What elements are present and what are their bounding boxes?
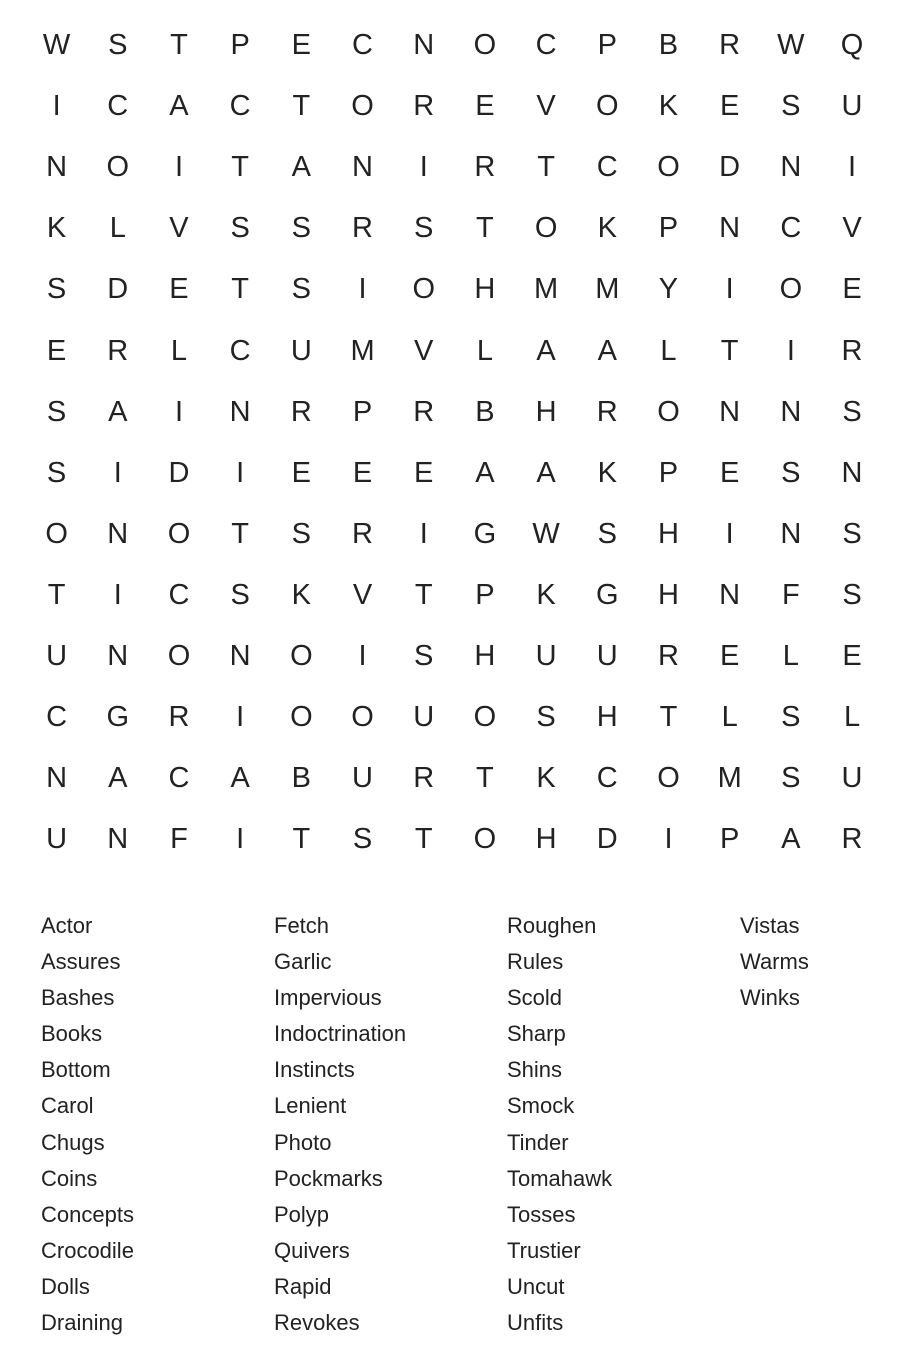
word-list-item: Rules [507,949,564,975]
grid-letter-cell[interactable]: E [475,90,495,123]
word-list-item: Trustier [507,1237,581,1263]
word-list-item: Indoctrination [274,1021,407,1047]
grid-letter-cell[interactable]: S [781,456,801,489]
grid-letter-cell[interactable]: O [657,762,680,795]
grid-letter-cell[interactable]: S [46,395,67,428]
word-list-item: Polyp [274,1201,330,1227]
grid-letter-cell[interactable]: N [719,395,741,428]
grid-letter-cell[interactable]: M [595,273,620,306]
grid-letter-cell[interactable]: I [174,395,183,428]
grid-letter-cell[interactable]: D [107,273,129,306]
grid-letter-cell[interactable]: D [719,151,741,184]
grid-letter-cell[interactable]: O [596,90,619,123]
grid-letter-cell[interactable]: R [841,823,863,856]
grid-letter-cell[interactable]: S [781,762,801,795]
grid-letter-cell[interactable]: C [352,29,373,62]
grid-letter-cell[interactable]: I [848,151,857,184]
grid-letter-cell[interactable]: R [841,334,863,367]
grid-letter-cell[interactable]: R [719,29,741,62]
grid-letter-cell[interactable]: S [291,273,312,306]
grid-letter-cell[interactable]: S [781,701,801,734]
word-list-item: Uncut [507,1273,565,1299]
grid-letter-cell[interactable]: N [780,517,802,550]
grid-letter-cell[interactable]: A [291,151,312,184]
grid-letter-cell[interactable]: I [52,90,61,123]
grid-letter-cell[interactable]: T [414,823,433,856]
grid-letter-cell[interactable]: T [720,334,739,367]
grid-letter-cell[interactable]: O [473,29,497,62]
grid-letter-cell[interactable]: S [291,212,312,245]
grid-letter-cell[interactable]: A [536,456,556,489]
grid-letter-cell[interactable]: S [46,456,67,489]
grid-letter-cell[interactable]: E [169,273,189,306]
grid-letter-cell[interactable]: N [46,151,68,184]
grid-letter-cell[interactable]: U [46,823,68,856]
grid-letter-cell[interactable]: P [719,823,740,856]
grid-letter-cell[interactable]: C [229,90,251,123]
grid-letter-cell[interactable]: H [657,517,679,550]
grid-letter-cell[interactable]: G [106,701,130,734]
grid-letter-cell[interactable]: S [291,517,312,550]
grid-letter-cell[interactable]: G [596,578,619,611]
grid-letter-cell[interactable]: O [290,701,313,734]
grid-letter-cell[interactable]: E [842,639,862,672]
grid-letter-cell[interactable]: E [291,456,312,489]
grid-letter-cell[interactable]: K [536,578,556,611]
grid-letter-cell[interactable]: O [106,151,130,184]
grid-letter-cell[interactable]: R [168,701,190,734]
grid-letter-cell[interactable]: S [230,212,250,245]
grid-letter-cell[interactable]: N [841,456,863,489]
grid-letter-cell[interactable]: S [414,212,434,245]
word-list-item: Quivers [274,1237,350,1263]
grid-letter-cell[interactable]: C [46,701,68,734]
grid-letter-cell[interactable]: O [779,273,803,306]
grid-letter-cell[interactable]: R [352,517,373,550]
grid-letter-cell[interactable]: V [536,90,556,123]
grid-letter-cell[interactable]: O [45,517,68,550]
word-list-item: Tomahawk [507,1165,613,1191]
word-list-item: Lenient [274,1093,347,1119]
grid-letter-cell[interactable]: O [167,517,191,550]
grid-letter-cell[interactable]: K [597,212,617,245]
grid-letter-cell[interactable]: T [231,273,250,306]
word-list-item: Scold [507,985,563,1011]
grid-letter-cell[interactable]: M [350,334,375,367]
grid-letter-cell[interactable]: R [596,395,618,428]
grid-letter-cell[interactable]: N [780,395,802,428]
grid-letter-cell[interactable]: T [537,151,555,184]
grid-letter-cell[interactable]: T [231,151,250,184]
grid-letter-cell[interactable]: K [597,456,617,489]
grid-letter-cell[interactable]: N [719,578,741,611]
grid-letter-cell[interactable]: I [419,517,428,550]
grid-letter-cell[interactable]: L [660,334,677,367]
grid-letter-cell[interactable]: I [236,701,245,734]
grid-letter-cell[interactable]: T [476,762,494,795]
grid-letter-cell[interactable]: T [476,212,494,245]
grid-letter-cell[interactable]: Y [658,273,679,306]
grid-letter-cell[interactable]: U [46,639,68,672]
grid-letter-cell[interactable]: P [475,578,495,611]
word-list-column [740,908,809,1016]
grid-letter-cell[interactable]: A [230,762,250,795]
word-list-item: Photo [274,1129,332,1155]
grid-letter-cell[interactable]: N [229,639,251,672]
grid-letter-cell[interactable]: F [170,823,188,856]
grid-letter-cell[interactable]: A [108,395,128,428]
grid-letter-cell[interactable]: W [777,29,805,62]
grid-letter-cell[interactable]: E [291,29,312,62]
grid-letter-cell[interactable]: C [535,29,557,62]
grid-letter-cell[interactable]: S [230,578,250,611]
grid-letter-cell[interactable]: V [352,578,373,611]
grid-letter-cell[interactable]: E [46,334,67,367]
grid-letter-cell[interactable]: D [596,823,618,856]
grid-letter-cell[interactable]: S [842,517,862,550]
grid-letter-cell[interactable]: K [536,762,556,795]
grid-letter-cell[interactable]: I [113,578,122,611]
grid-letter-cell[interactable]: R [413,90,435,123]
grid-letter-cell[interactable]: L [170,334,188,367]
word-list-item: Winks [740,985,800,1011]
grid-letter-cell[interactable]: V [169,212,189,245]
grid-letter-cell[interactable]: K [291,578,312,611]
grid-letter-cell[interactable]: N [107,517,129,550]
grid-letter-cell[interactable]: M [717,762,742,795]
word-list-column [41,908,134,1341]
grid-letter-cell[interactable]: A [597,334,617,367]
grid-letter-cell[interactable]: N [719,212,741,245]
word-list-item: Unfits [507,1310,564,1336]
grid-letter-cell[interactable]: B [658,29,679,62]
grid-letter-cell[interactable]: O [290,639,313,672]
grid-letter-cell[interactable]: L [843,701,861,734]
grid-letter-cell[interactable]: C [168,578,190,611]
grid-letter-cell[interactable]: S [842,578,862,611]
grid-letter-cell[interactable]: R [107,334,129,367]
grid-letter-cell[interactable]: P [352,395,373,428]
grid-letter-cell[interactable]: S [108,29,128,62]
grid-letter-cell[interactable]: U [413,701,435,734]
grid-letter-cell[interactable]: P [597,29,617,62]
grid-letter-cell[interactable]: V [414,334,434,367]
grid-letter-cell[interactable]: U [535,639,557,672]
grid-letter-cell[interactable]: E [414,456,434,489]
word-list-item: Actor [41,913,93,938]
word-list-item: Rapid [274,1273,332,1299]
grid-letter-cell[interactable]: T [292,823,311,856]
grid-letter-cell[interactable]: O [412,273,435,306]
grid-letter-cell[interactable]: G [473,517,497,550]
grid-letter-cell[interactable]: O [473,823,497,856]
word-list-item: Draining [41,1310,123,1336]
grid-letter-cell[interactable]: N [413,29,435,62]
grid-letter-cell[interactable]: C [596,762,618,795]
grid-letter-cell[interactable]: U [352,762,373,795]
grid-letter-cell[interactable]: Q [840,29,864,62]
word-list-item: Vistas [740,913,800,938]
grid-letter-cell[interactable]: O [534,212,558,245]
grid-letter-cell[interactable]: H [535,395,557,428]
grid-letter-cell[interactable]: D [168,456,190,489]
grid-letter-cell[interactable]: O [351,701,374,734]
word-list-column [507,908,612,1341]
word-list-item: Tinder [507,1129,569,1155]
word-list-item: Warms [740,949,809,975]
grid-letter-cell[interactable]: I [174,151,183,184]
grid-letter-cell[interactable]: I [113,456,122,489]
grid-letter-cell[interactable]: T [47,578,66,611]
word-list-item: Crocodile [41,1237,134,1263]
word-list-item: Coins [41,1165,98,1191]
word-list-item: Fetch [274,913,330,938]
grid-letter-cell[interactable]: S [597,517,617,550]
grid-letter-cell[interactable]: W [532,517,560,550]
word-list-item: Sharp [507,1021,566,1047]
grid-letter-cell[interactable]: H [657,578,679,611]
grid-letter-cell[interactable]: B [291,762,312,795]
grid-letter-cell[interactable]: R [352,212,373,245]
grid-letter-cell[interactable]: U [290,334,312,367]
grid-letter-cell[interactable]: I [664,823,673,856]
word-list-item: Bottom [41,1057,111,1083]
grid-letter-cell[interactable]: R [413,762,435,795]
grid-letter-cell[interactable]: U [596,639,618,672]
grid-letter-cell[interactable]: I [725,517,734,550]
word-list-item: Carol [41,1093,94,1119]
grid-letter-cell[interactable]: N [107,823,129,856]
grid-letter-cell[interactable]: O [351,90,374,123]
grid-letter-cell[interactable]: I [725,273,734,306]
grid-letter-cell[interactable]: T [659,701,678,734]
word-list-item: Chugs [41,1129,105,1155]
grid-letter-cell[interactable]: C [168,762,190,795]
word-list-item: Pockmarks [274,1165,383,1191]
grid-letter-cell[interactable]: I [236,823,245,856]
grid-letter-cell[interactable]: E [719,456,740,489]
grid-letter-cell[interactable]: I [358,639,367,672]
grid-letter-cell[interactable]: B [475,395,495,428]
grid-letter-cell[interactable]: L [721,701,738,734]
grid-letter-cell[interactable]: T [170,29,188,62]
grid-letter-cell[interactable]: S [781,90,801,123]
word-search-grid [26,15,884,870]
word-list-item: Roughen [507,913,597,938]
word-list-item: Tosses [507,1201,576,1227]
grid-letter-cell[interactable]: I [419,151,428,184]
grid-letter-cell[interactable]: T [414,578,433,611]
word-list-item: Instincts [274,1057,355,1083]
grid-letter-cell[interactable]: A [781,823,801,856]
word-list-column [274,908,406,1341]
word-list-item: Impervious [274,985,382,1011]
grid-letter-cell[interactable]: O [657,151,680,184]
grid-letter-cell[interactable]: C [596,151,618,184]
grid-letter-cell[interactable]: T [231,517,250,550]
grid-letter-cell[interactable]: R [290,395,312,428]
grid-letter-cell[interactable]: O [473,701,497,734]
grid-letter-cell[interactable]: S [536,701,556,734]
word-list-item: Concepts [41,1201,134,1227]
grid-letter-cell[interactable]: A [108,762,128,795]
grid-letter-cell[interactable]: C [229,334,251,367]
word-list-item: Shins [507,1057,563,1083]
grid-letter-cell[interactable]: L [109,212,126,245]
grid-letter-cell[interactable]: A [536,334,556,367]
grid-letter-cell[interactable]: S [352,823,373,856]
grid-letter-cell[interactable]: H [535,823,557,856]
grid-letter-cell[interactable]: U [841,762,863,795]
grid-letter-cell[interactable]: L [476,334,493,367]
word-list-item: Revokes [274,1310,360,1336]
grid-letter-cell[interactable]: R [474,151,496,184]
grid-letter-cell[interactable]: N [107,639,129,672]
grid-letter-cell[interactable]: E [719,90,740,123]
word-list-item: Smock [507,1093,575,1119]
grid-letter-cell[interactable]: O [657,395,680,428]
word-list-item: Assures [41,949,121,975]
grid-letter-cell[interactable]: C [780,212,802,245]
grid-letter-cell[interactable]: H [474,273,496,306]
grid-letter-cell[interactable]: S [842,395,862,428]
grid-letter-cell[interactable]: H [474,639,496,672]
grid-letter-cell[interactable]: L [782,639,799,672]
grid-letter-cell[interactable]: F [781,578,800,611]
grid-letter-cell[interactable]: A [169,90,189,123]
grid-letter-cell[interactable]: N [352,151,373,184]
grid-letter-cell[interactable]: O [167,639,191,672]
word-list-item: Books [41,1021,103,1047]
grid-letter-cell[interactable]: P [230,29,250,62]
grid-letter-cell[interactable]: A [475,456,495,489]
grid-letter-cell[interactable]: M [534,273,559,306]
word-list-item: Garlic [274,949,332,975]
grid-letter-cell[interactable]: N [46,762,68,795]
grid-letter-cell[interactable]: S [46,273,67,306]
grid-letter-cell[interactable]: U [841,90,863,123]
grid-letter-cell[interactable]: I [358,273,367,306]
word-list-item: Dolls [41,1273,90,1299]
grid-letter-cell[interactable]: P [658,212,679,245]
grid-letter-cell[interactable]: T [292,90,311,123]
grid-letter-cell[interactable]: I [786,334,795,367]
grid-letter-cell[interactable]: P [658,456,679,489]
grid-letter-cell[interactable]: C [107,90,129,123]
grid-letter-cell[interactable]: N [780,151,802,184]
grid-letter-cell[interactable]: N [229,395,251,428]
word-list-item: Bashes [41,985,115,1011]
grid-letter-cell[interactable]: E [352,456,373,489]
grid-letter-cell[interactable]: K [46,212,67,245]
grid-letter-cell[interactable]: H [596,701,618,734]
grid-letter-cell[interactable]: E [842,273,862,306]
grid-letter-cell[interactable]: S [414,639,434,672]
grid-letter-cell[interactable]: R [413,395,435,428]
grid-letter-cell[interactable]: V [842,212,862,245]
grid-letter-cell[interactable]: K [658,90,679,123]
grid-letter-cell[interactable]: R [657,639,679,672]
grid-letter-cell[interactable]: W [42,29,71,62]
grid-letter-cell[interactable]: E [719,639,740,672]
grid-letter-cell[interactable]: I [236,456,245,489]
